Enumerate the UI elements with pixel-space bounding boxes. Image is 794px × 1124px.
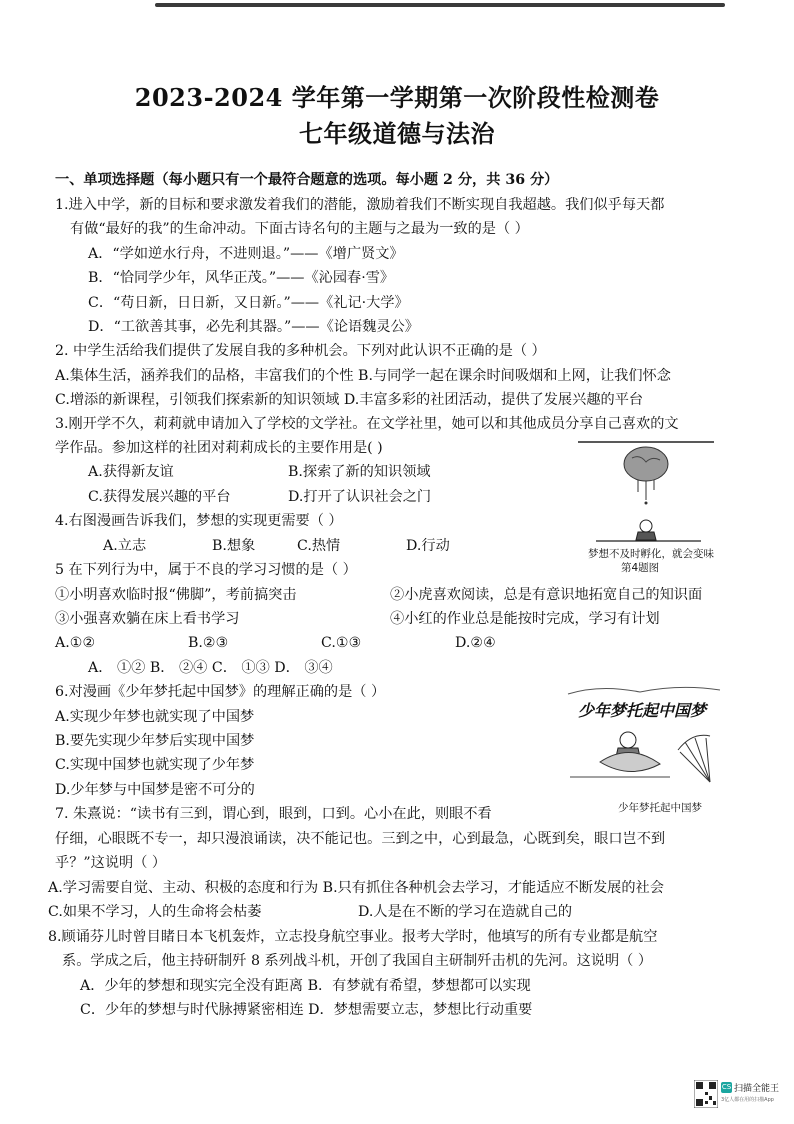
q5-option-b: B.②③ [188,635,229,651]
q7-stem-line3: 乎？”这说明（ ） [55,855,167,871]
q5-option-d: D.②④ [455,635,496,651]
q4-option-c: C.热情 [297,538,341,554]
exam-subtitle: 七年级道德与法治 [299,119,495,148]
q3-option-a: A.获得新友谊 [88,464,174,480]
q2-options-cd: C.增添的新课程，引领我们探索新的知识领域 D.丰富多彩的社团活动，提供了发展兴趣的平台 [55,392,644,408]
q4-stem: 4.右图漫画告诉我们，梦想的实现更需要（ ） [55,513,343,529]
scan-edge-mark [155,3,725,7]
q6-option-c: C.实现中国梦也就实现了少年梦 [55,757,255,773]
q6-stem: 6.对漫画《少年梦托起中国梦》的理解正确的是（ ） [55,684,386,700]
q8-options-cd: C．少年的梦想与时代脉搏紧密相连 D．梦想需要立志，梦想比行动重要 [80,1002,533,1018]
q4-option-d: D.行动 [406,538,450,554]
q4-option-b: B.想象 [212,538,256,554]
q1-stem-line2: 有做“最好的我”的生命冲动。下面古诗名句的主题与之最为一致的是（ ） [70,221,529,237]
q5-item-3: ③小强喜欢躺在床上看书学习 [55,611,240,627]
q6-option-d: D.少年梦与中国梦是密不可分的 [55,782,255,798]
cs-logo-badge: CS [721,1083,732,1091]
q6-option-b: B.要先实现少年梦后实现中国梦 [55,733,255,749]
q3-option-c: C.获得发展兴趣的平台 [88,489,231,505]
q6-cartoon-caption: 少年梦托起中国梦 [618,802,702,814]
q6-cartoon [560,682,750,822]
section-heading: 一、单项选择题（每小题只有一个最符合题意的选项。每小题 2 分，共 36 分） [55,172,559,188]
q3-option-d: D.打开了认识社会之门 [288,489,432,505]
q8-stem-line1: 8.顾诵芬儿时曾目睹日本飞机轰炸，立志投身航空事业。报考大学时，他填写的所有专业都是航空 [48,929,658,945]
scanner-app-tagline: 3亿人都在用的扫描App [721,1097,774,1103]
q2-options-ab: A.集体生活，涵养我们的品格，丰富我们的个性 B.与同学一起在课余时间吸烟和上网，让我们怀念 [55,368,671,384]
q4-cartoon [576,440,716,574]
q5-option-a: A.①② [55,635,96,651]
q3-stem-line2: 学作品。参加这样的社团对莉莉成长的主要作用是( ) [55,440,383,456]
q4-figure-label: 第4题图 [621,562,660,574]
exam-title: 2023-2024 学年第一学期第一次阶段性检测卷 [134,83,660,112]
q8-options-ab: A．少年的梦想和现实完全没有距离 B．有梦就有希望，梦想都可以实现 [80,978,531,994]
q5-item-1: ①小明喜欢临时报“佛脚”，考前搞突击 [55,587,297,603]
q8-stem-line2: 系。学成之后，他主持研制歼 8 系列战斗机，开创了我国自主研制歼击机的先河。这说明（ ） [62,953,653,969]
q1-option-d: D．“工欲善其事，必先利其器。”——《论语魏灵公》 [88,319,419,335]
q5-item-2: ②小虎喜欢阅读，总是有意识地拓宽自己的知识面 [390,587,703,603]
q7-option-c: C.如果不学习，人的生命将会枯萎 [48,904,262,920]
q7-stem-line2: 仔细，心眼既不专一，却只漫浪诵读，决不能记也。三到之中，心到最急，心既到矣，眼口岂不到 [55,831,666,847]
q6-option-a: A.实现少年梦也就实现了中国梦 [55,709,255,725]
q1-stem-line1: 1.进入中学，新的目标和要求激发着我们的潜能，激励着我们不断实现自我超越。我们似乎每天都 [55,197,665,213]
q4-cartoon-caption: 梦想不及时孵化，就会变味 [588,548,714,560]
scanner-watermark [694,1080,778,1110]
q5-stem: 5 在下列行为中，属于不良的学习习惯的是（ ） [55,562,357,578]
egg-dream-illustration [576,440,716,544]
q7-options-ab: A.学习需要自觉、主动、积极的态度和行为 B.只有抓住各种机会去学习，才能适应不断发展的社会 [48,880,664,896]
q5-item-4: ④小红的作业总是能按时完成，学习有计划 [390,611,660,627]
q7-option-d: D.人是在不断的学习在造就自己的 [358,904,573,920]
q1-option-b: B．“恰同学少年，风华正茂。”——《沁园春·雪》 [88,270,395,286]
q5-option-c: C.①③ [321,635,362,651]
q5-options-alt: A． ①② B． ②④ C． ①③ D． ③④ [88,660,333,676]
q3-option-b: B.探索了新的知识领域 [288,464,431,480]
q3-stem-line1: 3.刚开学不久，莉莉就申请加入了学校的文学社。在文学社里，她可以和其他成员分享自己喜欢的文 [55,416,679,432]
q4-option-a: A.立志 [103,538,147,554]
qr-code-icon [694,1080,718,1108]
q7-stem-line1: 7. 朱熹说：“读书有三到，谓心到，眼到，口到。心小在此，则眼不看 [55,806,492,822]
q1-option-c: C．“苟日新，日日新，又日新。”——《礼记·大学》 [88,295,409,311]
dream-comic-illustration [560,682,750,792]
q1-option-a: A．“学如逆水行舟，不进则退。”——《增广贤文》 [88,246,404,262]
q2-stem: 2. 中学生活给我们提供了发展自我的多种机会。下列对此认识不正确的是（ ） [55,343,546,359]
scanner-app-name: 扫描全能王 [734,1084,780,1094]
q6-comic-title: 少年梦托起中国梦 [578,701,707,720]
